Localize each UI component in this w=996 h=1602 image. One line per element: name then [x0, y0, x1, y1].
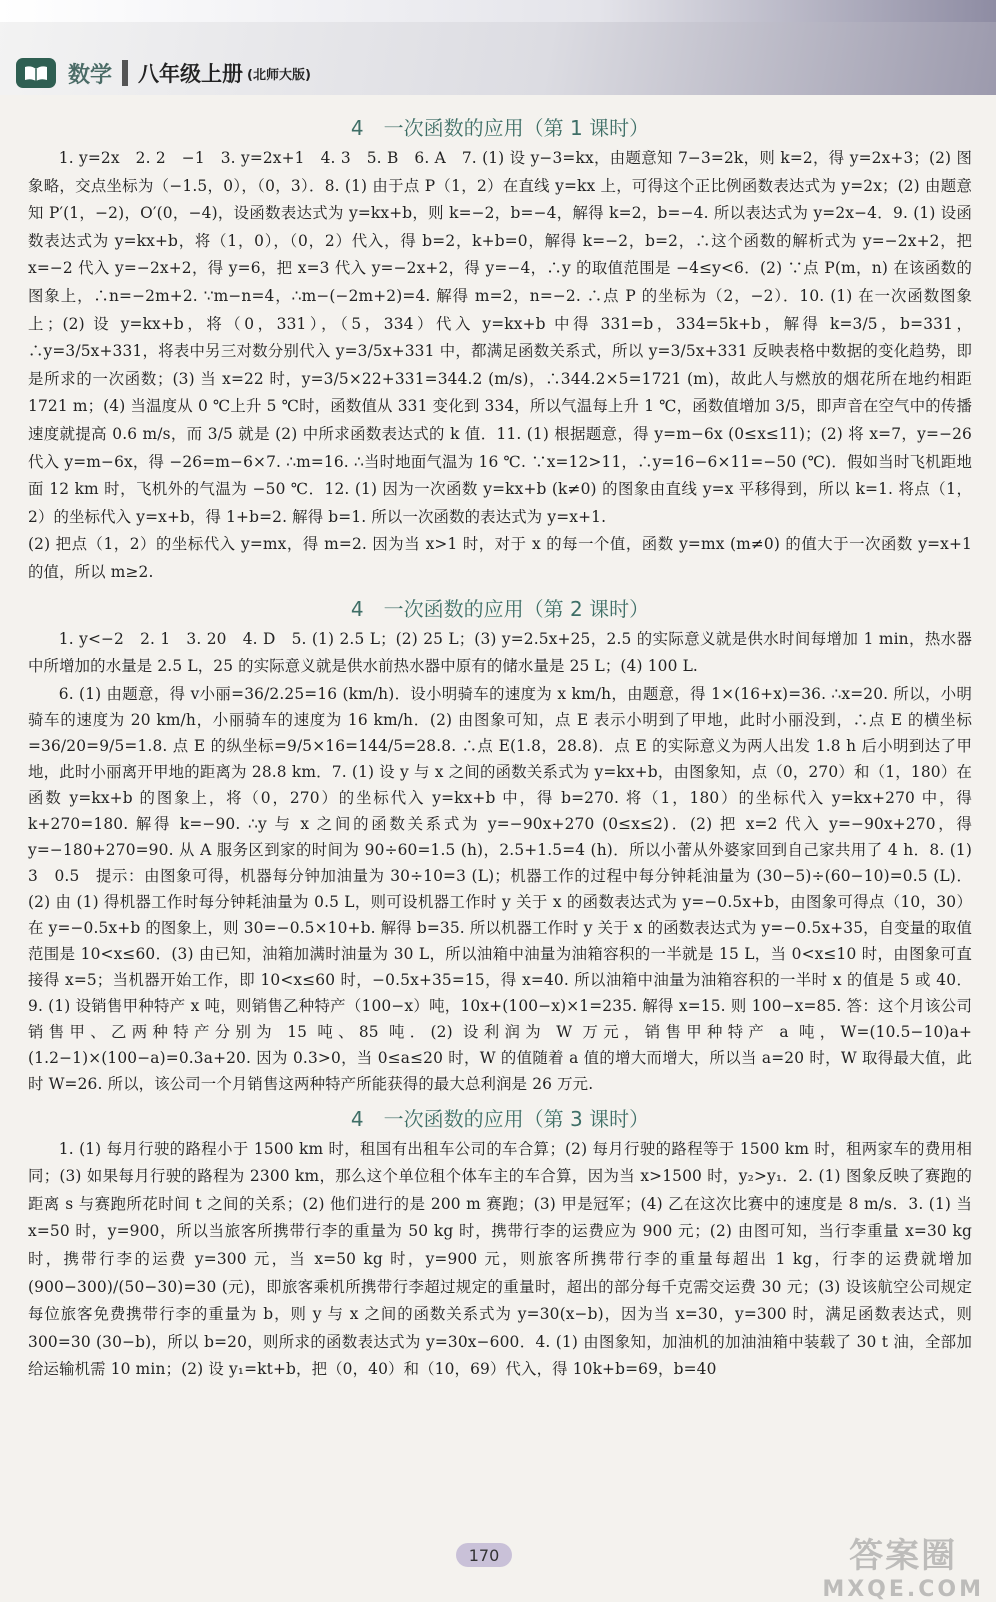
- answer-paragraph: 1. (1) 每月行驶的路程小于 1500 km 时，租国有出租车公司的车合算；(2) 每月行驶的路程等于 1500 km 时，租两家车的费用相同；(3) 如果每月行驶的路程为 2300 km，那么这个单位租个体车主的车合算，因为当 x>1500 时，y₂>y₁．2. (1) 图象反映了赛跑的距离 s 与赛跑所花时间 t 之间的关系；(2) 他们进行的是 200 m 赛跑；(3) 甲是冠军；(4) 乙在这次比赛中的速度是 8 m/s．3. (1) 当 x=50 时，y=900，所以当旅客所携带行李的重量为 50 kg 时，携带行李的运费应为 900 元；(2) 由图可知，当行李重量 x=30 kg 时，携带行李的运费 y=300 元，当 x=50 kg 时，y=900 元，则旅客所携带行李的重量每超出 1 kg，行李的运费就增加 (900−300)/(50−30)=30 (元)，即旅客乘机所携带行李超过规定的重量时，超出的部分每千克需交运费 30 元；(3) 设该航空公司规定每位旅客免费携带行李的重量为 b，则 y 与 x 之间的函数关系式为 y=30(x−b)，因为当 x=30，y=300 时，满足函数表达式，则 300=30 (30−b)，所以 b=20，则所求的函数表达式为 y=30x−600．4. (1) 由图象知，加油机的加油油箱中装载了 30 t 油，全部加给运输机需 10 min；(2) 设 y₁=kt+b，把（0，40）和（10，69）代入，得 10k+b=69，b=40: [28, 1139, 972, 1379]
- answer-paragraph: 1. y<−2 2. 1 3. 20 4. D 5. (1) 2.5 L；(2) 25 L；(3) y=2.5x+25，2.5 的实际意义就是供水时间每增加 1 min，热水器中所增加的水量是 2.5 L，25 的实际意义就是供水前热水器中原有的储水量是 25 L；(4) 100 L.: [28, 629, 972, 676]
- header-stripe: [0, 0, 996, 22]
- book-logo-icon: [16, 58, 56, 88]
- page-number: 170: [456, 1543, 512, 1567]
- answer-paragraph: 1. y=2x 2. 2 −1 3. y=2x+1 4. 3 5. B 6. A 7. (1) 设 y−3=kx，由题意知 7−3=2k，则 k=2，得 y=2x+3；(2) 图象略，交点坐标为（−1.5，0），（0，3）．8. (1) 由于点 P（1，2）在直线 y=kx 上，可得这个正比例函数表达式为 y=2x；(2) 由题意知 P′(1，−2)，O′(0，−4)，设函数表达式为 y=kx+b，则 k=−2，b=−4，解得 k=2，b=−4. 所以表达式为 y=2x−4．9. (1) 设函数表达式为 y=kx+b，将（1，0），（0，2）代入，得 b=2，k+b=0，解得 k=−2，b=2，∴这个函数的解析式为 y=−2x+2，把 x=−2 代入 y=−2x+2，得 y=6，把 x=3 代入 y=−2x+2，得 y=−4，∴y 的取值范围是 −4≤y<6．(2) ∵点 P(m，n) 在该函数的图象上，∴n=−2m+2. ∵m−n=4，∴m−(−2m+2)=4. 解得 m=2，n=−2. ∴点 P 的坐标为（2，−2）．10. (1) 在一次函数图象上；(2) 设 y=kx+b，将（0，331），（5，334）代入 y=kx+b 中得 331=b，334=5k+b，解得 k=3/5，b=331，∴y=3/5x+331，将表中另三对数分别代入 y=3/5x+331 中，都满足函数关系式，所以 y=3/5x+331 反映表格中数据的变化趋势，即是所求的一次函数；(3) 当 x=22 时，y=3/5×22+331=344.2 (m/s)，∴344.2×5=1721 (m)，故此人与燃放的烟花所在地约相距 1721 m；(4) 当温度从 0 ℃上升 5 ℃时，函数值从 331 变化到 334，所以气温每上升 1 ℃，函数值增加 3/5，即声音在空气中的传播速度就提高 0.6 m/s，而 3/5 就是 (2) 中所求函数表达式的 k 值．11. (1) 根据题意，得 y=m−6x (0≤x≤11)；(2) 将 x=7，y=−26 代入 y=m−6x，得 −26=m−6×7. ∴m=16. ∴当时地面气温为 16 ℃. ∵x=12>11，∴y=16−6×11=−50 (℃)．假如当时飞机距地面 12 km 时，飞机外的气温为 −50 ℃．12. (1) 因为一次函数 y=kx+b (k≠0) 的图象由直线 y=x 平移得到，所以 k=1. 将点（1，2）的坐标代入 y=x+b，得 1+b=2. 解得 b=1. 所以一次函数的表达式为 y=x+1.: [28, 149, 972, 526]
- subject-title: 数学: [68, 62, 113, 88]
- section-title-lesson-2: 4 一次函数的应用（第 2 课时）: [350, 596, 650, 621]
- watermark-url: MXQE.COM: [822, 1577, 984, 1602]
- header-divider: [122, 60, 128, 86]
- answer-content: [28, 106, 972, 1384]
- answer-paragraph: (2) 把点（1，2）的坐标代入 y=mx，得 m=2. 因为当 x>1 时，对于 x 的每一个值，函数 y=mx (m≠0) 的值大于一次函数 y=x+1 的值，所以 m≥2.: [28, 535, 972, 581]
- section-title-lesson-3: 4 一次函数的应用（第 3 课时）: [350, 1106, 650, 1131]
- edition-label: (北师大版): [247, 67, 311, 83]
- answer-paragraph: 6. (1) 由题意，得 v小丽=36/2.25=16 (km/h)．设小明骑车的速度为 x km/h，由题意，得 1×(16+x)=36. ∴x=20. 所以，小明骑车的速度为 20 km/h，小丽骑车的速度为 16 km/h．(2) 由图象可知，点 E 表示小明到了甲地，此时小丽没到，∴点 E 的横坐标=36/20=9/5=1.8. 点 E 的纵坐标=9/5×16=144/5=28.8. ∴点 E(1.8，28.8)．点 E 的实际意义为两人出发 1.8 h 后小明到达了甲地，此时小丽离开甲地的距离为 28.8 km．7. (1) 设 y 与 x 之间的函数关系式为 y=kx+b，由图象知，点（0，270）和（1，180）在函数 y=kx+b 的图象上，将（0，270）的坐标代入 y=kx+b 中，得 b=270. 将（1，180）的坐标代入 y=kx+270 中，得 k+270=180. 解得 k=−90. ∴y 与 x 之间的函数关系式为 y=−90x+270 (0≤x≤2)．(2) 把 x=2 代入 y=−90x+270，得 y=−180+270=90. 从 A 服务区到家的时间为 90÷60=1.5 (h)，2.5+1.5=4 (h)．所以小蕾从外婆家回到自己家共用了 4 h．8. (1) 3 0.5 提示：由图象可得，机器每分钟加油量为 30÷10=3 (L)；机器工作的过程中每分钟耗油量为 (30−5)÷(60−10)=0.5 (L)．(2) 由 (1) 得机器工作时每分钟耗油量为 0.5 L，则可设机器工作时 y 关于 x 的函数表达式为 y=−0.5x+b，由图象可得点（10，30）在 y=−0.5x+b 的图象上，则 30=−0.5×10+b. 解得 b=35. 所以机器工作时 y 关于 x 的函数表达式为 y=−0.5x+35，自变量的取值范围是 10<x≤60．(3) 由已知，油箱加满时油量为 30 L，所以油箱中油量为油箱容积的一半就是 15 L，当 0<x≤10 时，由图象可直接得 x=5；当机器开始工作，即 10<x≤60 时，−0.5x+35=15，得 x=40. 所以油箱中油量为油箱容积的一半时 x 的值是 5 或 40．9. (1) 设销售甲种特产 x 吨，则销售乙种特产（100−x）吨，10x+(100−x)×1=235. 解得 x=15. 则 100−x=85. 答：这个月该公司销售甲、乙两种特产分别为 15 吨、85 吨．(2) 设利润为 W 万元，销售甲种特产 a 吨，W=(10.5−10)a+(1.2−1)×(100−a)=0.3a+20. 因为 0.3>0，当 0≤a≤20 时，W 的值随着 a 值的增大而增大，所以当 a=20 时，W 取得最大值，此时 W=26. 所以，该公司一个月销售这两种特产所能获得的最大总利润是 26 万元.: [28, 684, 972, 1093]
- grade-title: 八年级上册: [138, 62, 244, 86]
- watermark-title: 答案圈: [849, 1536, 958, 1576]
- section-title-lesson-1: 4 一次函数的应用（第 1 课时）: [350, 116, 650, 140]
- page-header: [16, 56, 311, 90]
- watermark: [822, 1528, 984, 1602]
